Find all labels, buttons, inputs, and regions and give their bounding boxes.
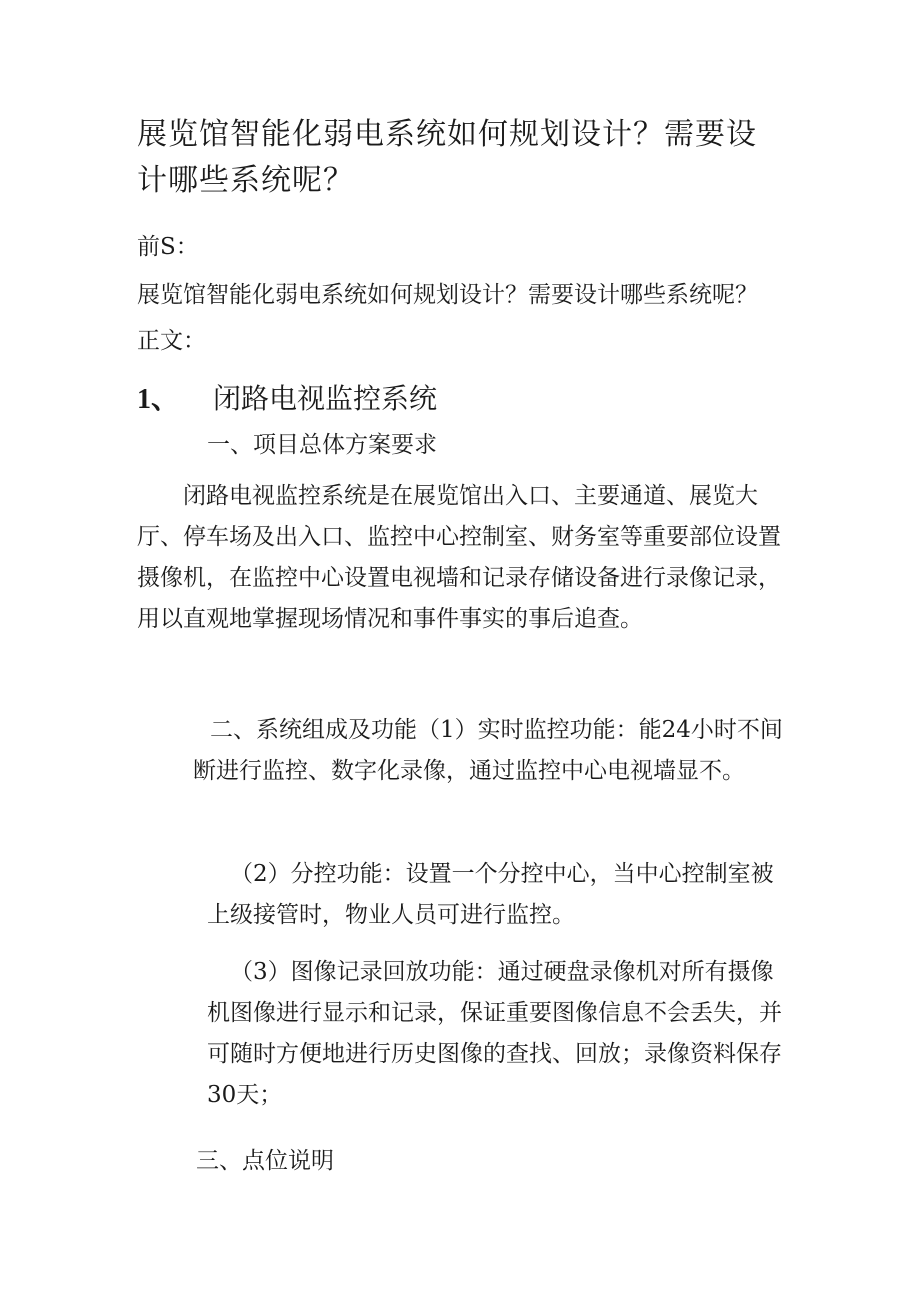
- preface-text: 展览馆智能化弱电系统如何规划设计？需要设计哪些系统呢？: [137, 282, 758, 308]
- subsection-1-heading: 一、项目总体方案要求: [207, 432, 437, 458]
- document-title: 展览馆智能化弱电系统如何规划设计？需要设计哪些系统呢？: [137, 117, 757, 198]
- subsection-2-paragraph: 二、系统组成及功能（1）实时监控功能：能24小时不间断进行监控、数字化录像，通过监控中心电视墙显不。: [193, 717, 783, 784]
- section-1-heading: [137, 382, 437, 417]
- preface-label: 前S：: [137, 234, 199, 260]
- section-1-number: 1、: [137, 384, 180, 415]
- function-item-2: （2）分控功能：设置一个分控中心，当中心控制室被上级接管时，物业人员可进行监控。: [207, 861, 774, 928]
- subsection-3-heading: 三、点位说明: [196, 1148, 334, 1174]
- function-item-3: （3）图像记录回放功能：通过硬盘录像机对所有摄像机图像进行显示和记录，保证重要图像信息不会丢失，并可随时方便地进行历史图像的查找、回放；录像资料保存30天；: [207, 959, 782, 1108]
- subsection-1-paragraph: 闭路电视监控系统是在展览馆出入口、主要通道、展览大厅、停车场及出入口、监控中心控制室、财务室等重要部位设置摄像机，在监控中心设置电视墙和记录存储设备进行录像记录，用以直观地掌握现场情况和事件事实的事后追查。: [137, 483, 781, 632]
- section-1-title: 闭路电视监控系统: [213, 382, 438, 415]
- body-label: 正文：: [137, 328, 206, 354]
